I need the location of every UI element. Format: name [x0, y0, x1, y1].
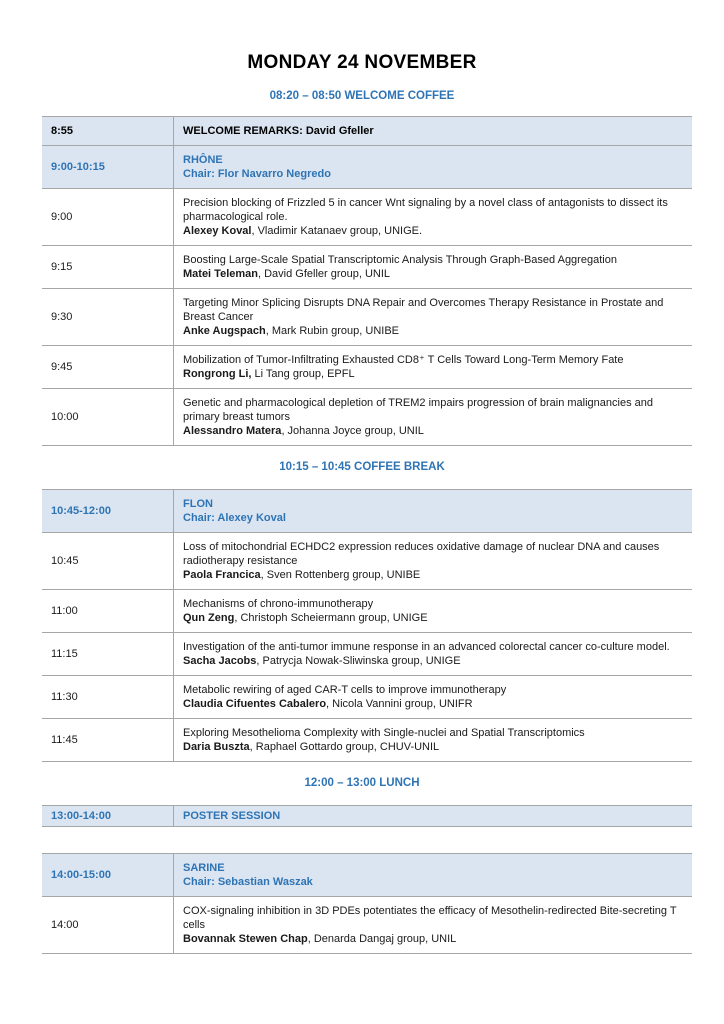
talk-time: 11:30 [42, 676, 174, 719]
session-chair: Chair: Sebastian Waszak [183, 876, 313, 888]
talk-title: Precision blocking of Frizzled 5 in cancer Wnt signaling by a novel class of antagonists to dissect its pharmacological role. [183, 197, 668, 223]
page-title: MONDAY 24 NOVEMBER [247, 52, 477, 73]
banner-welcome-coffee: 08:20 – 08:50 WELCOME COFFEE [269, 90, 455, 102]
welcome-time: 8:55 [42, 117, 174, 146]
talk-byline [183, 424, 683, 438]
morning-session-table [42, 116, 692, 446]
talk-affiliation: , Nicola Vannini group, UNIFR [326, 698, 473, 710]
table-row [42, 189, 692, 246]
table-row [42, 117, 692, 146]
talk-speaker: Anke Augspach [183, 325, 266, 337]
talk-affiliation: , Christoph Scheiermann group, UNIGE [234, 612, 428, 624]
talk-title: Investigation of the anti-tumor immune response in an advanced colorectal cancer co-culture model. [183, 641, 670, 653]
talk-cell [174, 389, 693, 446]
session-name: RHÔNE [183, 154, 223, 166]
talk-speaker: Daria Buszta [183, 741, 250, 753]
talk-byline [183, 367, 683, 381]
talk-title: COX-signaling inhibition in 3D PDEs potentiates the efficacy of Mesothelin-redirected Bite-secreting T cells [183, 905, 677, 931]
talk-affiliation: , Denarda Dangaj group, UNIL [307, 933, 457, 945]
talk-affiliation: , Mark Rubin group, UNIBE [265, 325, 400, 337]
poster-label: POSTER SESSION [174, 806, 693, 827]
session-header-cell [174, 146, 693, 189]
talk-cell [174, 189, 693, 246]
talk-time: 14:00 [42, 897, 174, 954]
session-header-row [42, 146, 692, 189]
talk-cell [174, 633, 693, 676]
talk-byline [183, 568, 683, 582]
talk-title: Metabolic rewiring of aged CAR-T cells to improve immunotherapy [183, 684, 507, 696]
afternoon-session-table [42, 853, 692, 954]
table-row [42, 719, 692, 762]
table-row [42, 633, 692, 676]
table-row [42, 806, 692, 827]
session-name: FLON [183, 498, 213, 510]
talk-affiliation: , David Gfeller group, UNIL [258, 268, 391, 280]
talk-speaker: Sacha Jacobs [183, 655, 257, 667]
session-name: SARINE [183, 862, 225, 874]
talk-speaker: Alexey Koval [183, 225, 252, 237]
table-row [42, 389, 692, 446]
talk-cell [174, 533, 693, 590]
talk-speaker: Matei Teleman [183, 268, 258, 280]
talk-affiliation: , Patrycja Nowak-Sliwinska group, UNIGE [256, 655, 461, 667]
poster-time: 13:00-14:00 [42, 806, 174, 827]
late-morning-session-table [42, 489, 692, 762]
talk-speaker: Qun Zeng [183, 612, 235, 624]
talk-affiliation: , Vladimir Katanaev group, UNIGE. [251, 225, 423, 237]
talk-time: 10:00 [42, 389, 174, 446]
talk-affiliation: , Raphael Gottardo group, CHUV-UNIL [249, 741, 440, 753]
talk-cell [174, 289, 693, 346]
talk-speaker: Paola Francica [183, 569, 261, 581]
talk-time: 10:45 [42, 533, 174, 590]
table-row [42, 897, 692, 954]
talk-title: Mechanisms of chrono-immunotherapy [183, 598, 374, 610]
session-chair: Chair: Alexey Koval [183, 512, 286, 524]
talk-affiliation: , Sven Rottenberg group, UNIBE [260, 569, 421, 581]
session-chair: Chair: Flor Navarro Negredo [183, 168, 331, 180]
talk-title: Loss of mitochondrial ECHDC2 expression reduces oxidative damage of nuclear DNA and causes radiotherapy resistance [183, 541, 660, 567]
talk-speaker: Bovannak Stewen Chap [183, 933, 308, 945]
table-row [42, 533, 692, 590]
talk-time: 11:45 [42, 719, 174, 762]
talk-title: Genetic and pharmacological depletion of TREM2 impairs progression of brain malignancies and primary breast tumors [183, 397, 653, 423]
table-row [42, 289, 692, 346]
talk-byline [183, 324, 683, 338]
talk-speaker: Alessandro Matera [183, 425, 282, 437]
session-header-cell [174, 490, 693, 533]
session-time: 9:00-10:15 [42, 146, 174, 189]
talk-speaker: Claudia Cifuentes Cabalero [183, 698, 327, 710]
talk-time: 9:45 [42, 346, 174, 389]
session-header-cell [174, 854, 693, 897]
talk-byline [183, 267, 683, 281]
table-row [42, 676, 692, 719]
table-row [42, 246, 692, 289]
talk-speaker: Rongrong Li, [183, 368, 252, 380]
talk-time: 9:30 [42, 289, 174, 346]
talk-title: Boosting Large-Scale Spatial Transcriptomic Analysis Through Graph-Based Aggregation [183, 254, 617, 266]
talk-byline [183, 654, 683, 668]
talk-byline [183, 932, 683, 946]
banner-lunch: 12:00 – 13:00 LUNCH [304, 777, 420, 789]
talk-cell [174, 346, 693, 389]
talk-affiliation: Li Tang group, EPFL [251, 368, 355, 380]
poster-session-table [42, 805, 692, 827]
session-header-row [42, 854, 692, 897]
talk-byline [183, 697, 683, 711]
table-row [42, 346, 692, 389]
welcome-label: WELCOME REMARKS: David Gfeller [174, 117, 693, 146]
talk-time: 9:00 [42, 189, 174, 246]
banner-coffee-break: 10:15 – 10:45 COFFEE BREAK [279, 461, 445, 473]
talk-byline [183, 611, 683, 625]
talk-byline [183, 224, 683, 238]
talk-affiliation: , Johanna Joyce group, UNIL [281, 425, 424, 437]
talk-time: 11:15 [42, 633, 174, 676]
session-time: 14:00-15:00 [42, 854, 174, 897]
talk-cell [174, 590, 693, 633]
talk-cell [174, 897, 693, 954]
session-time: 10:45-12:00 [42, 490, 174, 533]
talk-title: Exploring Mesothelioma Complexity with Single-nuclei and Spatial Transcriptomics [183, 727, 585, 739]
talk-byline [183, 740, 683, 754]
talk-time: 9:15 [42, 246, 174, 289]
talk-time: 11:00 [42, 590, 174, 633]
talk-cell [174, 676, 693, 719]
talk-cell [174, 719, 693, 762]
talk-cell [174, 246, 693, 289]
table-row [42, 590, 692, 633]
talk-title: Mobilization of Tumor-Infiltrating Exhausted CD8⁺ T Cells Toward Long-Term Memory Fate [183, 354, 624, 366]
session-header-row [42, 490, 692, 533]
talk-title: Targeting Minor Splicing Disrupts DNA Repair and Overcomes Therapy Resistance in Prostate and Breast Cancer [183, 297, 664, 323]
